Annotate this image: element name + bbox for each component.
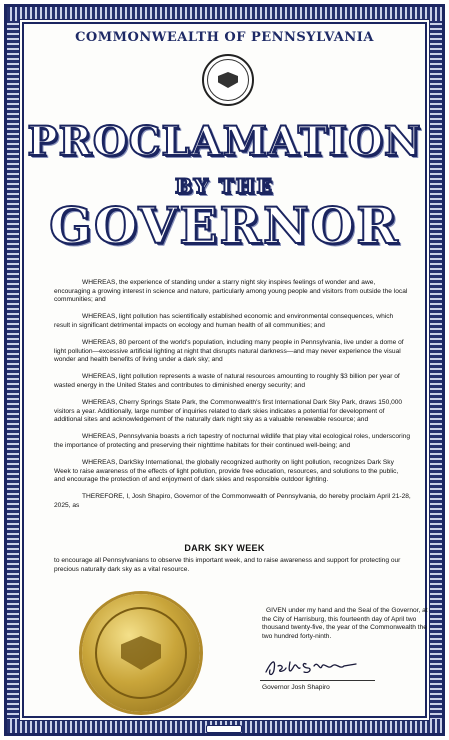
signature-line: [260, 680, 375, 681]
proclamation-sheet: [22, 22, 427, 718]
whereas-clause: WHEREAS, light pollution has scientifically established economic and environmental consequences, which result in significant detrimental impacts on ecology and human health of all communities; and: [54, 313, 394, 329]
title-by-the: BY THE: [175, 174, 274, 198]
whereas-clauses: [54, 279, 411, 519]
pennsylvania-seal-icon: [202, 54, 254, 106]
whereas-clause: WHEREAS, the experience of standing under a starry night sky inspires feelings of wonder and awe, encouraging a growing interest in science and nature, particularly among young people and visitors from outside the local communities; and: [54, 279, 408, 304]
whereas-clause: WHEREAS, DarkSky International, the globally recognized authority on light pollution, recognizes Dark Sky Week to raise awareness of the effects of light pollution, provide free education, resources, and solutions to the public, and encourage the protection of and enjoyment of dark skies and responsible outdoor lighting.: [54, 458, 399, 484]
signature-image: [262, 654, 362, 680]
title-proclamation: PROCLAMATION: [27, 118, 422, 165]
governor-name: Governor Josh Shapiro: [262, 684, 330, 691]
encourage-clause: to encourage all Pennsylvanians to observe this important week, and to raise awareness and support for protecting our precious naturally dark sky as a vital resource.: [54, 557, 401, 573]
given-clause: GIVEN under my hand and the Seal of the Governor, at the City of Harrisburg, this fourteenth day of April two thousand twenty-five, the year of the Commonwealth the two hundred forty-ninth.: [262, 607, 428, 640]
whereas-clause: WHEREAS, 80 percent of the world's population, including many people in Pennsylvania, live under a dome of light pollution—excessive artificial lighting at night that disrupts natural darkness—and may never experience the visual wonder and health benefits of living under a dark sky; and: [54, 338, 404, 364]
therefore-clause: THEREFORE, I, Josh Shapiro, Governor of the Commonwealth of Pennsylvania, do hereby proclaim April 21-28, 2025, as: [54, 493, 411, 509]
whereas-clause: WHEREAS, Pennsylvania boasts a rich tapestry of nocturnal wildlife that play vital ecological roles, underscoring the importance of protecting and preserving their nighttime habitats for their continued well-being; and: [54, 433, 411, 449]
whereas-clause: WHEREAS, light pollution represents a waste of natural resources amounting to roughly $3 billion per year of wasted energy in the United States and contributes to diminished energy security; and: [54, 373, 400, 389]
event-name: DARK SKY WEEK: [184, 543, 265, 553]
title-governor: GOVERNOR: [49, 196, 400, 255]
governor-gold-seal-icon: [82, 594, 200, 712]
footer-ornament: [206, 725, 242, 733]
commonwealth-heading: COMMONWEALTH OF PENNSYLVANIA: [75, 30, 374, 45]
whereas-clause: WHEREAS, Cherry Springs State Park, the Commonwealth's first International Dark Sky Park, draws 150,000 visitors a year. Additionally, large number of inquiries related to dark skies indicates a potential for development of additional sites and acknowledgement of the naturally dark night sky as a valuable renewable resource; and: [54, 398, 403, 424]
